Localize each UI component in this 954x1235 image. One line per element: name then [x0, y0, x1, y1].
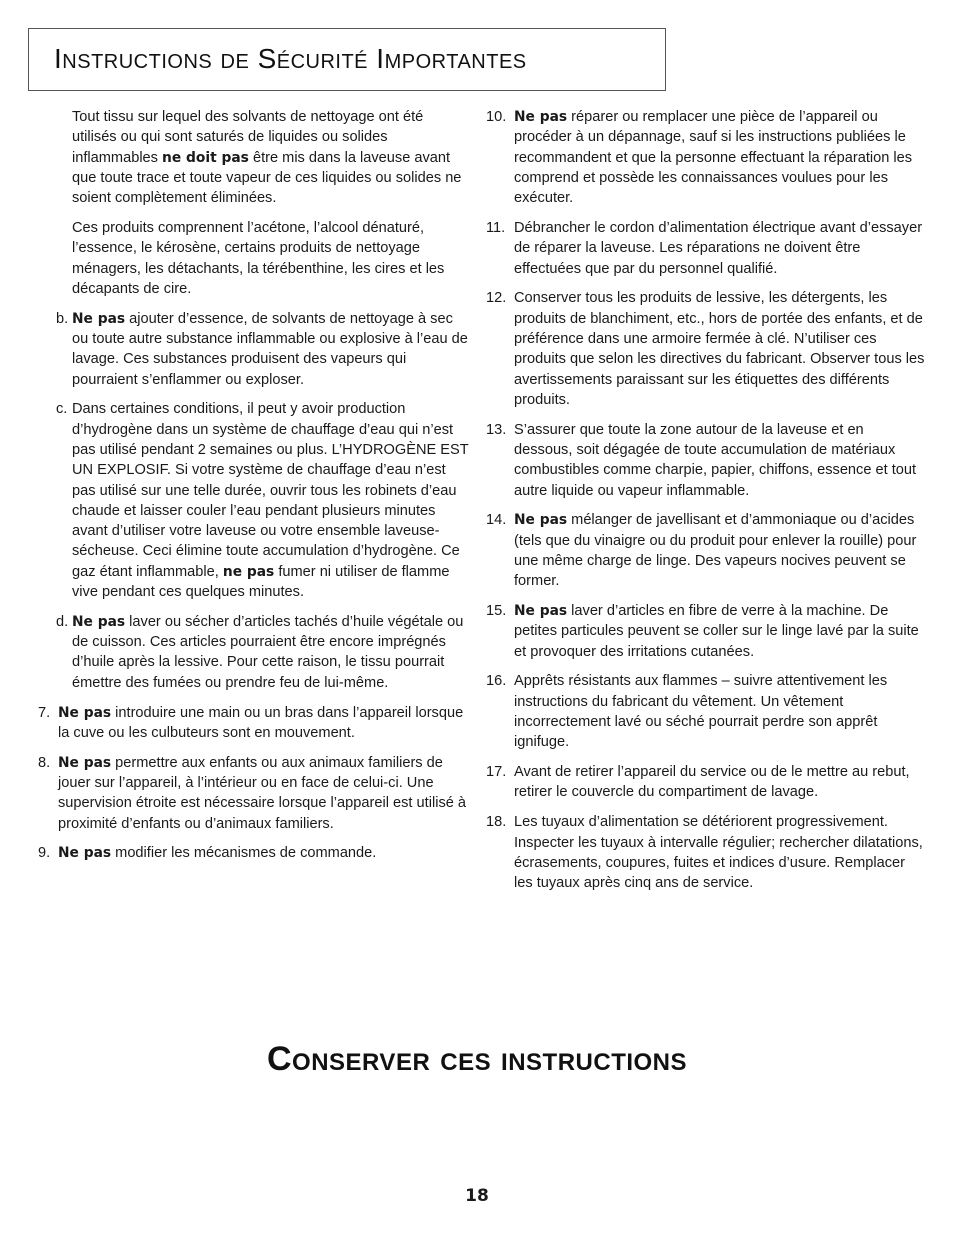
list-marker: b.: [56, 310, 69, 327]
list-marker: 9.: [38, 845, 51, 862]
page-number: 18: [465, 1186, 489, 1206]
list-marker: 12.: [486, 290, 507, 307]
list-item-12: 12. Conserver tous les produits de lessive, les détergents, les produits de blanchiment, etc., hors de portée des enfants, et de préférence dans une armoire fermée à clé. N’utiliser ces produits que selon les directives du fabricant. Observer tous les avertissements paraissant sur les étiquettes des différents produits.: [486, 288, 926, 410]
list-item-13: 13. S’assurer que toute la zone autour de la laveuse et en dessous, soit dégagée de toute accumulation de matériaux combustibles comme charpie, papier, chiffons, essence et tout autre liquide ou vapeur inflammable.: [486, 420, 926, 501]
list-item-18: 18. Les tuyaux d’alimentation se détériorent progressivement. Inspecter les tuyaux à intervalle régulier; rechercher dilatations, écrasements, coupures, fuites et indices d’usure. Remplacer les tuyaux après cinq ans de service.: [486, 812, 926, 893]
list-item-d: d. Ne pas laver ou sécher d’articles tachés d’huile végétale ou de cuisson. Ces articles pourraient être encore imprégnés d’huile après la lessive. Pour cette raison, le tissu pourrait émettre des fumées ou prendre feu de lui-même.: [56, 612, 470, 693]
list-marker: 15.: [486, 603, 507, 620]
list-marker: 17.: [486, 764, 507, 781]
right-column: [486, 107, 926, 903]
page-title: Instructions de Sécurité Importantes: [54, 43, 527, 74]
list-item-7: 7. Ne pas introduire une main ou un bras dans l’appareil lorsque la cuve ou les culbuteurs sont en mouvement.: [38, 703, 470, 744]
list-item-9: 9. Ne pas modifier les mécanismes de commande.: [38, 843, 470, 863]
list-marker: 16.: [486, 673, 507, 690]
list-item-11: 11. Débrancher le cordon d’alimentation électrique avant d’essayer de réparer la laveuse. Les réparations ne doivent être effectuées que par du personnel qualifié.: [486, 218, 926, 279]
list-marker: d.: [56, 613, 69, 630]
list-item-14: 14. Ne pas mélanger de javellisant et d’ammoniaque ou d’acides (tels que du vinaigre ou du produit pour enlever la rouille) pour une même charge de linge. Des vapeurs nocives peuvent se former.: [486, 510, 926, 591]
list-item-10: 10. Ne pas réparer ou remplacer une pièce de l’appareil ou procéder à un dépannage, sauf si les instructions publiées le recommandent et que la personne effectuant la réparation les comprend et possède les connaissances voulues pour les exécuter.: [486, 107, 926, 208]
list-item-c: c. Dans certaines conditions, il peut y avoir production d’hydrogène dans un système de chauffage d’eau qui n’est pas utilisé pendant 2 semaines ou plus. L’HYDROGÈNE EST UN EXPLOSIF. Si votre système de chauffage d’eau n’est pas utilisé sur une telle durée, ouvrir tous les robinets d’eau chaude et laisser couler l’eau pendant plusieurs minutes avant d’utiliser votre laveuse ou votre ensemble laveuse-sécheuse. Ceci élimine toute accumulation d’hydrogène. Ce gaz étant inflammable, ne pas fumer ni utiliser de flamme vive pendant ces quelques minutes.: [56, 399, 470, 602]
list-marker: 10.: [486, 109, 507, 125]
list-marker: 11.: [486, 219, 506, 236]
list-marker: 13.: [486, 421, 507, 438]
section-title-box: [28, 28, 666, 91]
list-item-16: 16. Apprêts résistants aux flammes – suivre attentivement les instructions du fabricant du vêtement. Un vêtement incorrectement lavé ou séché pourrait perdre son apprêt ignifuge.: [486, 671, 926, 752]
intro-paragraph-1: Tout tissu sur lequel des solvants de nettoyage ont été utilisés ou qui sont saturés de liquides ou solides inflammables ne doit pas être mis dans la laveuse avant que toute trace et toute vapeur de ces liquides ou solides ne soient complètement éliminées.: [72, 109, 462, 207]
list-marker: 8.: [38, 754, 51, 771]
intro-paragraph-2: Ces produits comprennent l’acétone, l’alcool dénaturé, l’essence, le kérosène, certains produits de nettoyage ménagers, les détachants, la térébenthine, les cires et les décapants de cire.: [72, 219, 445, 297]
list-marker: 7.: [38, 704, 51, 721]
list-marker: 14.: [486, 512, 507, 529]
list-marker: c.: [56, 401, 68, 418]
save-instructions-heading: Conserver ces instructions: [266, 1040, 688, 1078]
left-column: [38, 107, 470, 873]
list-item-17: 17. Avant de retirer l’appareil du service ou de le mettre au rebut, retirer le couvercle du compartiment de lavage.: [486, 762, 926, 803]
list-item-15: 15. Ne pas laver d’articles en fibre de verre à la machine. De petites particules peuvent se coller sur le linge lavé par la suite et provoquer des irritations cutanées.: [486, 601, 926, 662]
list-item-b: b. Ne pas ajouter d’essence, de solvants de nettoyage à sec ou toute autre substance inflammable ou explosive à l’eau de lavage. Ces substances produisent des vapeurs qui pourraient s’enflammer ou exploser.: [56, 309, 470, 390]
list-marker: 18.: [486, 814, 507, 831]
list-item-8: 8. Ne pas permettre aux enfants ou aux animaux familiers de jouer sur l’appareil, à l’intérieur ou en face de celui-ci. Une supervision étroite est nécessaire lorsque l’appareil est utilisé à proximité d’enfants ou d’animaux familiers.: [38, 753, 470, 834]
